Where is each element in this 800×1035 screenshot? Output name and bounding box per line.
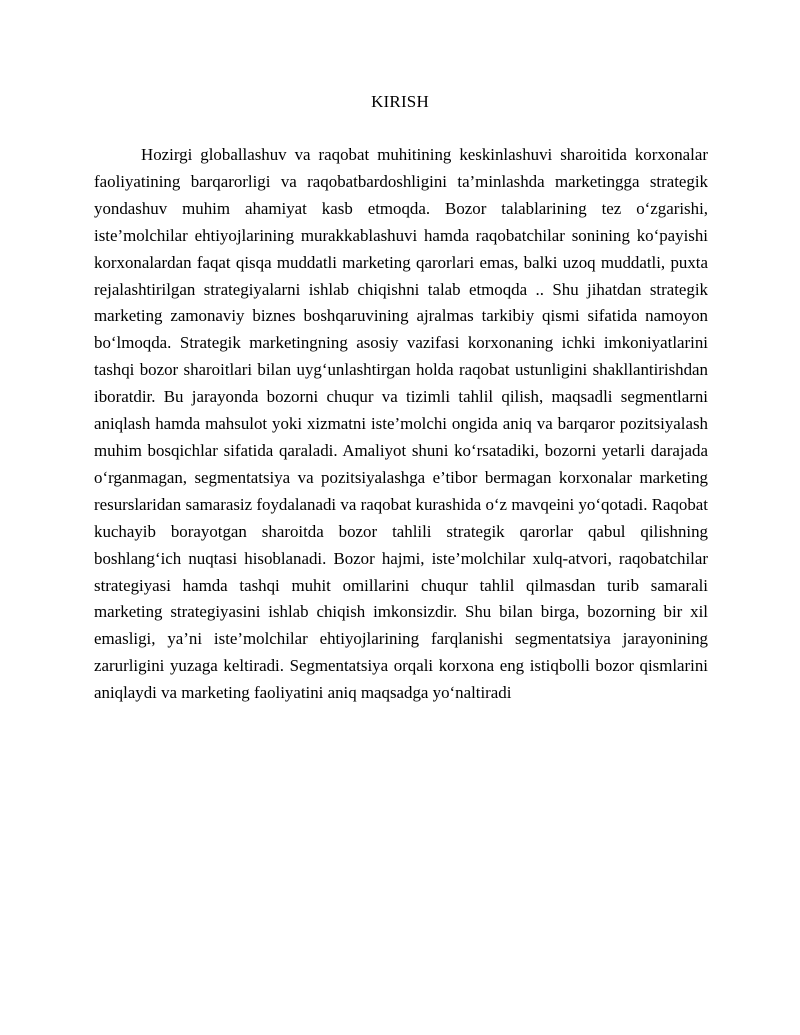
section-heading: KIRISH <box>371 92 429 111</box>
body-paragraph: Hozirgi globallashuv va raqobat muhitining keskinlashuvi sharoitida korxonalar faoliyatining barqarorligi va raqobatbardoshligini ta’minlashda marketingga strategik yondashuv muhim ahamiyat kasb etmoqda. Bozor talablarining tez o‘zgarishi, iste’molchilar ehtiyojlarining murakkablashuvi hamda raqobatchilar sonining ko‘payishi korxonalardan faqat qisqa muddatli marketing qarorlari emas, balki uzoq muddatli, puxta rejalashtirilgan strategiyalarni ishlab chiqishni talab etmoqda .. Shu jihatdan strategik marketing zamonaviy biznes boshqaruvining ajralmas tarkibiy qismi sifatida namoyon bo‘lmoqda. Strategik marketingning asosiy vazifasi korxonaning ichki imkoniyatlarini tashqi bozor sharoitlari bilan uyg‘unlashtirgan holda raqobat ustunligini shakllantirishdan iboratdir. Bu jarayonda bozorni chuqur va tizimli tahlil qilish, maqsadli segmentlarni aniqlash hamda mahsulot yoki xizmatni iste’molchi ongida aniq va barqaror pozitsiyalash muhim bosqichlar sifatida qaraladi. Amaliyot shuni ko‘rsatadiki, bozorni yetarli darajada o‘rganmagan, segmentatsiya va pozitsiyalashga e’tibor bermagan korxonalar marketing resurslaridan samarasiz foydalanadi va raqobat kurashida o‘z mavqeini yo‘qotadi. Raqobat kuchayib borayotgan sharoitda bozor tahlili strategik qarorlar qabul qilishning boshlang‘ich nuqtasi hisoblanadi. Bozor hajmi, iste’molchilar xulq-atvori, raqobatchilar strategiyasi hamda tashqi muhit omillarini chuqur tahlil qilmasdan turib samarali marketing strategiyasini ishlab chiqish imkonsizdir. Shu bilan birga, bozorning bir xil emasligi, ya’ni iste’molchilar ehtiyojlarining farqlanishi segmentatsiya jarayonining zarurligini yuzaga keltiradi. Segmentatsiya orqali korxona eng istiqbolli bozor qismlarini aniqlaydi va marketing faoliyatini aniq maqsadga yo‘naltiradi <box>94 145 708 703</box>
